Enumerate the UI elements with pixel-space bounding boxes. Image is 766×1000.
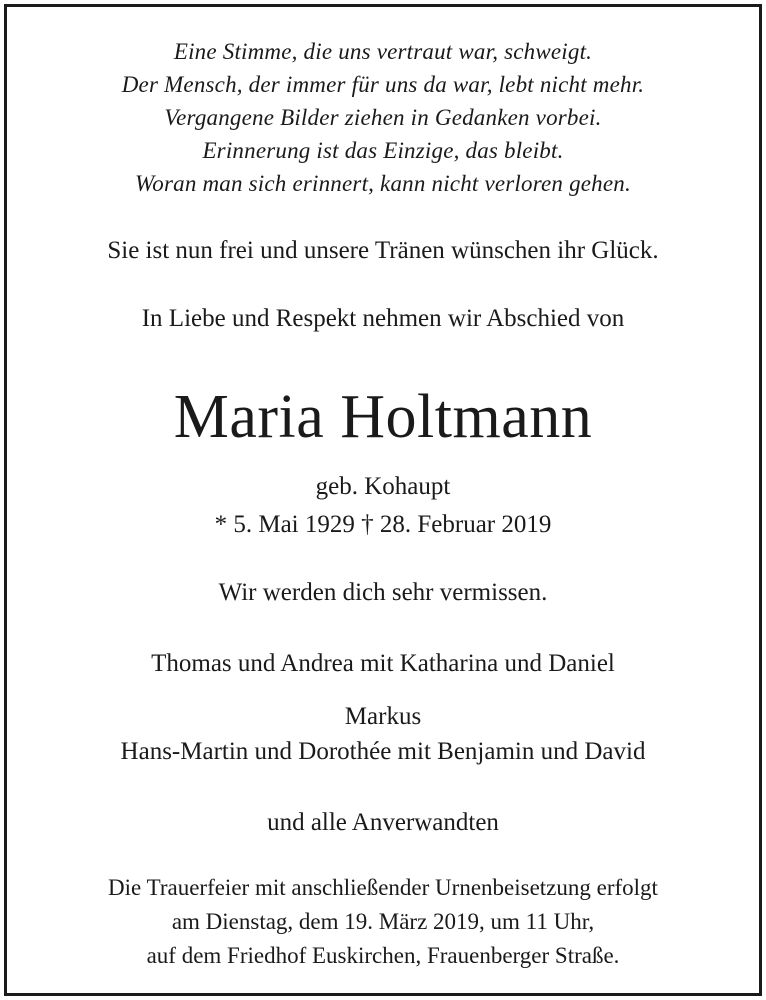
miss-line: Wir werden dich sehr vermissen. [218,579,548,606]
maiden-name: geb. Kohaupt [315,473,451,500]
poem-line-1: Eine Stimme, die uns vertraut war, schweigt. [173,39,593,64]
life-dates: * 5. Mai 1929 † 28. Februar 2019 [214,511,552,538]
statement: Sie ist nun frei und unsere Tränen wünschen ihr Glück. [107,237,659,264]
service-line-2: am Dienstag, dem 19. März 2019, um 11 Uhr, [171,909,595,934]
poem-line-5: Woran man sich erinnert, kann nicht verloren gehen. [135,171,631,196]
mourner-line-2: Markus [344,703,422,730]
service-line-3: auf dem Friedhof Euskirchen, Frauenberger Straße. [146,943,620,968]
relatives-line: und alle Anverwandten [267,809,499,836]
service-line-1: Die Trauerfeier mit anschließender Urnenbeisetzung erfolgt [108,875,658,900]
poem-line-4: Erinnerung ist das Einzige, das bleibt. [202,138,564,163]
deceased-name: Maria Holtmann [173,383,593,451]
poem-line-3: Vergangene Bilder ziehen in Gedanken vorbei. [164,105,602,130]
poem-line-2: Der Mensch, der immer für uns da war, lebt nicht mehr. [121,72,645,97]
mourner-line-3: Hans-Martin und Dorothée mit Benjamin und David [120,738,646,765]
mourner-line-1: Thomas und Andrea mit Katharina und Daniel [151,650,615,677]
farewell-intro: In Liebe und Respekt nehmen wir Abschied von [141,305,625,332]
